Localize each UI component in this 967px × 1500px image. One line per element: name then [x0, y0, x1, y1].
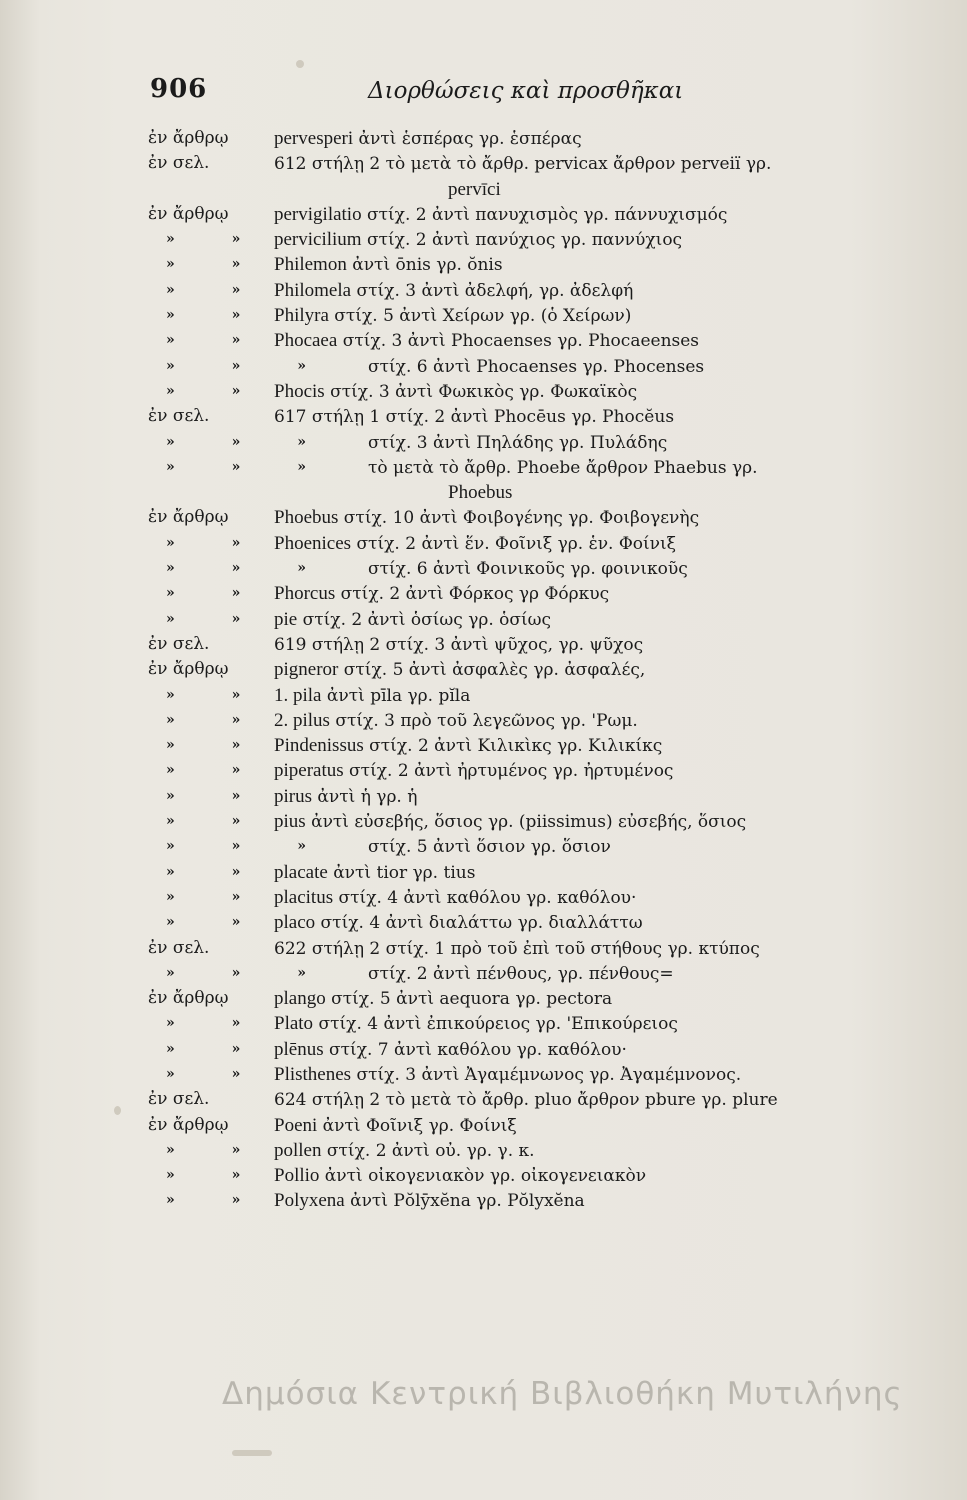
- entry-body: [274, 328, 699, 354]
- entry-body: [368, 354, 704, 380]
- ink-spot: [296, 60, 304, 68]
- entry-body: [274, 657, 645, 683]
- entry-body: [274, 1188, 585, 1214]
- correction-entry: [148, 126, 938, 151]
- entry-body: [368, 961, 674, 987]
- entry-lemma: pie: [274, 608, 298, 630]
- entry-correction: ἀντὶ ōnis γρ. ŏnis: [346, 255, 503, 276]
- entry-correction: στίχ. 2 ἀντὶ Φόρκος γρ Φόρκυς: [335, 584, 610, 605]
- entry-correction: στίχ. 3 ἀντὶ Ἀγαμέμνωνος γρ. Ἀγαμέμνονος.: [351, 1064, 742, 1085]
- ditto-marks: » »: [166, 737, 267, 754]
- entry-correction: στίχ. 2 ἀντὶ πένθους, γρ. πένθους=: [368, 963, 674, 984]
- entry-lemma: pervicilium: [274, 229, 362, 251]
- entry-lemma: Phoebus: [274, 507, 339, 529]
- correction-entry: [148, 961, 938, 986]
- entry-locator: ἐν σελ.: [148, 633, 210, 654]
- ditto-marks: » » »: [166, 560, 332, 577]
- correction-entry: [148, 1037, 938, 1062]
- correction-entry: [148, 430, 938, 455]
- entry-body: [274, 683, 470, 709]
- correction-entry: [148, 986, 938, 1011]
- library-watermark: Δημόσια Κεντρική Βιβλιοθήκη Μυτιλήνης: [222, 1376, 903, 1412]
- entry-correction: 619 στήλῃ 2 στίχ. 3 ἀντὶ ψῦχος, γρ. ψῦχος: [274, 634, 644, 655]
- correction-entry: [148, 784, 938, 809]
- correction-entry: [148, 936, 938, 961]
- correction-entry: [148, 404, 938, 429]
- entry-lemma: Pindenissus: [274, 735, 364, 757]
- ditto-marks: » »: [166, 863, 267, 880]
- entry-correction: στίχ. 2 ἀντὶ ἠρτυμένος γρ. ἠρτυμένος: [343, 761, 674, 782]
- entry-correction: ἀντὶ ἡ γρ. ἡ: [312, 786, 418, 807]
- entry-body: [274, 1087, 778, 1113]
- entry-correction: στίχ. 3 ἀντὶ ἀδελφή, γρ. ἀδελφή: [351, 280, 634, 301]
- correction-entry: [148, 278, 938, 303]
- correction-entry: [148, 1188, 938, 1213]
- ditto-marks: » » »: [166, 357, 332, 374]
- entry-correction: στίχ. 2 ἀντὶ οὐ. γρ. γ. κ.: [321, 1140, 535, 1161]
- correction-entry: [148, 252, 938, 277]
- entry-lemma: Phocis: [274, 380, 325, 402]
- entry-correction: στίχ. 2 ἀντὶ πανύχιος γρ. παννύχιος: [361, 230, 683, 251]
- entry-body: [274, 404, 674, 430]
- entry-correction: στίχ. 3 ἀντὶ Φωκικὸς γρ. Φωκαϊκὸς: [324, 381, 638, 402]
- entry-correction: 617 στήλῃ 1 στίχ. 2 ἀντὶ Phocēus γρ. Phocĕus: [274, 407, 675, 428]
- ditto-marks: » »: [166, 813, 267, 830]
- entry-correction: 622 στήλῃ 2 στίχ. 1 πρὸ τοῦ ἐπὶ τοῦ στήθους γρ. κτύπος: [274, 938, 760, 959]
- entry-lemma: piperatus: [274, 760, 344, 782]
- ditto-marks: » »: [166, 1040, 267, 1057]
- entry-body: [368, 430, 667, 456]
- correction-entry: [148, 1062, 938, 1087]
- correction-entry: [148, 809, 938, 834]
- correction-entry: [148, 556, 938, 581]
- ditto-marks: » »: [166, 1065, 267, 1082]
- ditto-marks: » »: [166, 888, 267, 905]
- entry-body: [274, 1138, 535, 1164]
- entry-body: [368, 556, 688, 582]
- entry-body: [274, 126, 582, 152]
- entry-correction: ἀντὶ Pŏlȳxĕna γρ. Pŏlyxĕna: [344, 1191, 585, 1212]
- entry-correction: ἀντὶ tior γρ. tius: [327, 862, 476, 883]
- entry-body: [274, 1062, 741, 1088]
- ditto-marks: » » »: [166, 964, 332, 981]
- entry-lemma: Phocaea: [274, 330, 338, 352]
- correction-entry: [148, 683, 938, 708]
- correction-entry: [148, 581, 938, 606]
- entry-correction: τὸ μετὰ τὸ ἄρθρ. Phoebe ἄρθρον Phaebus γρ.: [368, 457, 758, 478]
- entry-lemma: pervesperi: [274, 128, 354, 149]
- entry-body: [274, 632, 643, 658]
- entry-lemma: pervigilatio: [274, 203, 362, 225]
- entry-body: [274, 278, 633, 304]
- page-number: 906: [150, 74, 208, 104]
- entry-locator: ἐν σελ.: [148, 153, 210, 174]
- entry-body: [274, 708, 638, 734]
- entry-lemma: pollen: [274, 1139, 322, 1161]
- ditto-marks: » »: [166, 307, 267, 324]
- entry-correction: στίχ. 3 ἀντὶ Phocaenses γρ. Phocaeenses: [337, 331, 700, 352]
- entry-body: [274, 809, 746, 835]
- entry-correction: στίχ. 3 πρὸ τοῦ λεγεῶνος γρ. 'Ρωμ.: [329, 710, 638, 731]
- entry-lemma: placate: [274, 861, 328, 883]
- correction-entry: [148, 1011, 938, 1036]
- entry-body: [274, 151, 771, 177]
- correction-entry: [148, 1113, 938, 1138]
- entry-lemma: placitus: [274, 886, 334, 908]
- ditto-marks: » »: [166, 610, 267, 627]
- correction-entry: [148, 303, 938, 328]
- entry-body: [274, 202, 727, 228]
- correction-entry: [148, 177, 938, 202]
- correction-entry: [148, 910, 938, 935]
- entry-body: [274, 860, 475, 886]
- ditto-marks: » »: [166, 914, 267, 931]
- entry-correction: στίχ. 4 ἀντὶ ἐπικούρειος γρ. 'Επικούρειος: [313, 1014, 678, 1035]
- entry-body: [274, 607, 551, 633]
- entry-correction: ἀντὶ Φοῖνιξ γρ. Φοίνιξ: [317, 1115, 517, 1136]
- entry-body: [274, 758, 673, 784]
- entry-lemma: Philyra: [274, 305, 329, 327]
- correction-entry: [148, 632, 938, 657]
- ditto-marks: » »: [166, 711, 267, 728]
- entry-body: [274, 531, 676, 557]
- ditto-marks: » »: [166, 1167, 267, 1184]
- ditto-marks: » »: [166, 1141, 267, 1158]
- ditto-marks: » »: [166, 762, 267, 779]
- ditto-marks: » »: [166, 382, 267, 399]
- correction-entry: [148, 860, 938, 885]
- entry-body: [274, 1011, 678, 1037]
- entry-body: [274, 252, 503, 278]
- correction-entry: [148, 607, 938, 632]
- entry-correction: 612 στήλῃ 2 τὸ μετὰ τὸ ἄρθρ. pervicax ἄρθρον perveiï γρ.: [274, 154, 772, 175]
- entry-locator: ἐν ἄρθρῳ: [148, 1114, 229, 1135]
- correction-entry: [148, 531, 938, 556]
- ditto-marks: » » »: [166, 458, 332, 475]
- entry-correction: στίχ. 5 ἀντὶ ἀσφαλὲς γρ. ἀσφαλές,: [338, 660, 646, 681]
- entry-body: [448, 177, 501, 203]
- entry-body: [368, 455, 758, 481]
- entry-lemma: 1. pila: [274, 684, 322, 706]
- page-header: [150, 72, 910, 112]
- ditto-marks: » » »: [166, 838, 332, 855]
- correction-entry: [148, 1138, 938, 1163]
- correction-entry: [148, 455, 938, 480]
- entry-lemma: Plisthenes: [274, 1063, 352, 1085]
- entry-lemma: Phoebus: [448, 482, 513, 504]
- correction-entry: [148, 657, 938, 682]
- correction-entry: [148, 758, 938, 783]
- entry-body: [274, 784, 417, 810]
- correction-entry: [148, 328, 938, 353]
- entry-correction: στίχ. 2 ἀντὶ ἕν. Φοῖνιξ γρ. ἑν. Φοίνιξ: [351, 533, 677, 554]
- correction-entry: [148, 480, 938, 505]
- running-title: Διορθώσεις καὶ προσθῆκαι: [368, 78, 684, 104]
- entry-lemma: Philomela: [274, 279, 352, 301]
- entry-correction: στίχ. 5 ἀντὶ aequora γρ. pectora: [325, 989, 613, 1010]
- ditto-marks: » »: [166, 534, 267, 551]
- entry-correction: στίχ. 3 ἀντὶ Πηλάδης γρ. Πυλάδης: [368, 432, 668, 453]
- correction-entry: [148, 354, 938, 379]
- entry-locator: ἐν σελ.: [148, 937, 210, 958]
- entry-body: [368, 834, 611, 860]
- entry-lemma: 2. pilus: [274, 709, 330, 731]
- entry-body: [274, 227, 682, 253]
- correction-entry: [148, 151, 938, 176]
- entry-lemma: pigneror: [274, 659, 339, 681]
- correction-entry: [148, 834, 938, 859]
- corrections-list: [148, 126, 938, 1214]
- entry-lemma: pirus: [274, 785, 312, 807]
- entry-correction: στίχ. 2 ἀντὶ Κιλικὶκς γρ. Κιλικίκς: [363, 736, 663, 757]
- entry-body: [274, 1113, 517, 1139]
- entry-locator: ἐν ἄρθρῳ: [148, 128, 229, 148]
- entry-locator: ἐν ἄρθρῳ: [148, 507, 229, 528]
- entry-correction: στίχ. 10 ἀντὶ Φοιβογένης γρ. Φοιβογενὴς: [338, 508, 700, 529]
- entry-body: [274, 505, 699, 531]
- entry-correction: στίχ. 4 ἀντὶ διαλάττω γρ. διαλλάττω: [315, 913, 643, 934]
- entry-body: [274, 733, 662, 759]
- entry-body: [274, 1163, 646, 1189]
- entry-body: [274, 885, 636, 911]
- entry-lemma: Poeni: [274, 1114, 318, 1136]
- ditto-marks: » »: [166, 585, 267, 602]
- entry-correction: στίχ. 5 ἀντὶ Χείρων γρ. (ὁ Χείρων): [328, 306, 632, 327]
- correction-entry: [148, 708, 938, 733]
- entry-correction: ἀντὶ οἰκογενιακὸν γρ. οἰκογενειακὸν: [319, 1166, 647, 1187]
- entry-locator: ἐν σελ.: [148, 406, 210, 427]
- entry-lemma: pius: [274, 811, 306, 833]
- entry-body: [274, 379, 637, 405]
- ditto-marks: » »: [166, 1192, 267, 1209]
- entry-lemma: Polyxena: [274, 1190, 345, 1212]
- entry-correction: στίχ. 4 ἀντὶ καθόλου γρ. καθόλου·: [333, 887, 637, 908]
- ditto-marks: » »: [166, 787, 267, 804]
- entry-correction: 624 στήλῃ 2 τὸ μετὰ τὸ ἄρθρ. pluo ἄρθρον pbure γρ. plure: [274, 1090, 778, 1111]
- ditto-marks: » »: [166, 256, 267, 273]
- entry-lemma: Pollio: [274, 1165, 320, 1187]
- entry-body: [274, 303, 631, 329]
- entry-correction: στίχ. 7 ἀντὶ καθόλου γρ. καθόλου·: [323, 1039, 627, 1060]
- entry-lemma: placo: [274, 912, 316, 934]
- ditto-marks: » »: [166, 281, 267, 298]
- entry-body: [274, 1037, 627, 1063]
- entry-correction: ἀντὶ εὐσεβής, ὅσιος γρ. (piissimus) εὐσεβής, ὅσιος: [305, 812, 747, 833]
- entry-locator: ἐν ἄρθρῳ: [148, 203, 229, 224]
- entry-correction: στίχ. 6 ἀντὶ Φοινικοῦς γρ. φοινικοῦς: [368, 559, 688, 580]
- entry-correction: στίχ. 5 ἀντὶ ὅσιον γρ. ὅσιον: [368, 837, 611, 858]
- entry-lemma: plango: [274, 988, 326, 1010]
- entry-correction: στίχ. 2 ἀντὶ ὁσίως γρ. ὁσίως: [297, 609, 552, 630]
- correction-entry: [148, 1087, 938, 1112]
- entry-body: [274, 936, 760, 962]
- correction-entry: [148, 227, 938, 252]
- entry-locator: ἐν ἄρθρῳ: [148, 988, 229, 1009]
- entry-body: [448, 480, 512, 506]
- entry-lemma: plēnus: [274, 1038, 324, 1060]
- entry-lemma: Philemon: [274, 254, 347, 276]
- correction-entry: [148, 733, 938, 758]
- entry-correction: στίχ. 6 ἀντὶ Phocaenses γρ. Phocenses: [368, 356, 705, 377]
- entry-correction: ἀντὶ pīla γρ. pĭla: [321, 685, 471, 706]
- ink-spot: [114, 1106, 121, 1115]
- entry-body: [274, 910, 643, 936]
- entry-lemma: Plato: [274, 1013, 314, 1035]
- entry-lemma: Phoenices: [274, 532, 352, 554]
- entry-lemma: pervīci: [448, 178, 501, 200]
- ditto-marks: » »: [166, 1015, 267, 1032]
- ink-stroke: [232, 1450, 272, 1456]
- correction-entry: [148, 885, 938, 910]
- entry-locator: ἐν ἄρθρῳ: [148, 659, 229, 680]
- ditto-marks: » » »: [166, 433, 332, 450]
- correction-entry: [148, 202, 938, 227]
- correction-entry: [148, 1163, 938, 1188]
- ditto-marks: » »: [166, 231, 267, 248]
- entry-lemma: Phorcus: [274, 583, 336, 605]
- entry-body: [274, 581, 609, 607]
- entry-body: [274, 986, 612, 1012]
- entry-locator: ἐν σελ.: [148, 1089, 210, 1110]
- correction-entry: [148, 505, 938, 530]
- entry-correction: στίχ. 2 ἀντὶ πανυχισμὸς γρ. πάννυχισμός: [361, 204, 728, 225]
- correction-entry: [148, 379, 938, 404]
- ditto-marks: » »: [166, 332, 267, 349]
- entry-correction: ἀντὶ ἑσπέρας γρ. ἑσπέρας: [353, 129, 582, 149]
- ditto-marks: » »: [166, 686, 267, 703]
